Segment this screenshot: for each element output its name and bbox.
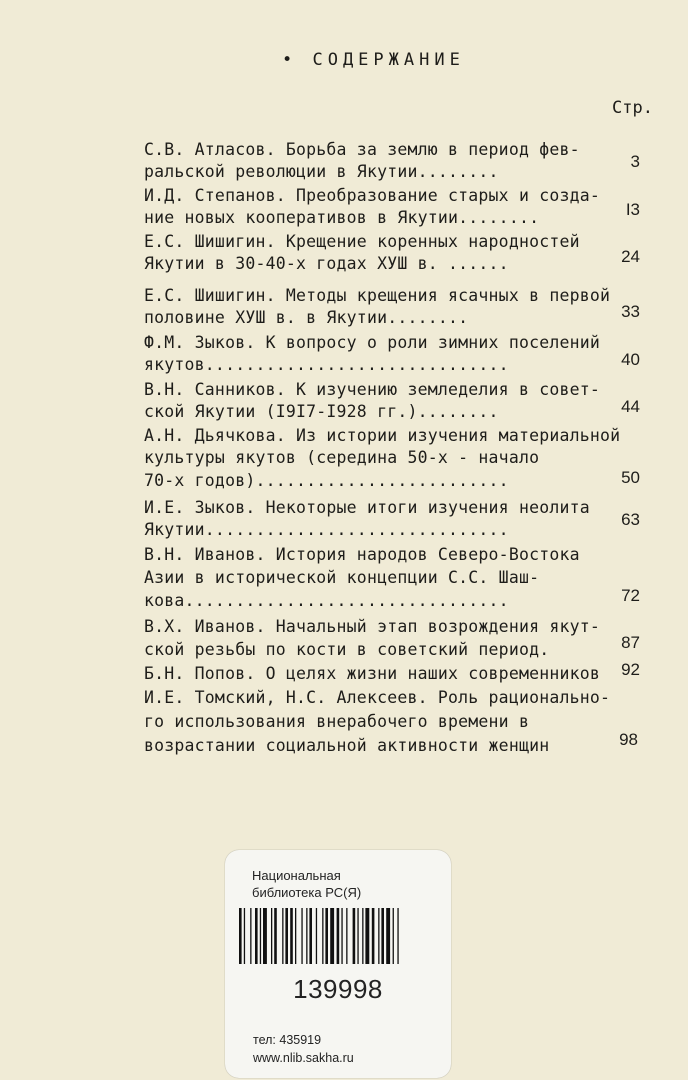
barcode-bar (285, 908, 288, 964)
toc-entry-line: И.Д. Степанов. Преобразование старых и созда- (144, 186, 601, 205)
barcode-bar (362, 908, 363, 964)
page-column-label: Стр. (612, 98, 653, 118)
toc-entry-page-number: 72 (621, 586, 640, 605)
toc-entry-page-number: 44 (621, 397, 640, 416)
barcode-bar (301, 908, 302, 964)
library-website: www.nlib.sakha.ru (253, 1051, 354, 1065)
barcode-bar (290, 908, 293, 964)
barcode-bar (282, 908, 283, 964)
toc-entry-line: Е.С. Шишигин. Крещение коренных народностей (144, 232, 580, 251)
toc-entry-line: Якутии в 30-40-х годах ХУШ в. ...... (144, 254, 509, 273)
toc-entry-line: Азии в исторической концепции С.С. Шаш- (144, 568, 540, 587)
toc-entry-line: якутов.............................. (144, 355, 509, 374)
toc-entry-line: кова................................ (144, 591, 509, 610)
toc-entry-line: возрастании социальной активности женщин (144, 736, 550, 755)
barcode-bar (381, 908, 384, 964)
barcode-bar (378, 908, 379, 964)
barcode-bar (271, 908, 272, 964)
toc-entry-line: го использования внерабочего времени в (144, 712, 530, 731)
barcode-bar (372, 908, 375, 964)
barcode-bar (306, 908, 307, 964)
barcode-bar (397, 908, 398, 964)
barcode-bar (309, 908, 312, 964)
toc-entry-page-number: 3 (630, 152, 640, 171)
barcode-image (237, 908, 441, 964)
barcode-bar (250, 908, 251, 964)
toc-entry-page-number: 87 (621, 633, 640, 652)
toc-entry-line: Якутии.............................. (144, 520, 509, 539)
toc-entry-page-number: 92 (621, 660, 640, 679)
toc-entry-page-number: I3 (625, 200, 640, 219)
barcode-bar (341, 908, 342, 964)
barcode-bar (330, 908, 334, 964)
toc-entry-page-number: 40 (621, 350, 640, 369)
toc-entry-line: И.Е. Томский, Н.С. Алексеев. Роль рационально- (144, 688, 611, 707)
barcode-bar (393, 908, 394, 964)
barcode-bar (325, 908, 328, 964)
toc-entry-line: ской резьбы по кости в советский период. (144, 640, 550, 659)
toc-entry-line: Б.Н. Попов. О целях жизни наших современников (144, 664, 601, 683)
barcode-bar (244, 908, 245, 964)
library-name-line-1: Национальная (252, 868, 341, 883)
toc-entry-line: культуры якутов (середина 50-х - начало (144, 448, 540, 467)
toc-entry-line: И.Е. Зыков. Некоторые итоги изучения неолита (144, 498, 590, 517)
toc-entry-line: А.Н. Дьячкова. Из истории изучения материальной (144, 426, 621, 445)
barcode-bar (260, 908, 261, 964)
barcode-bar (322, 908, 323, 964)
barcode-bar (295, 908, 296, 964)
library-sticker (225, 850, 451, 1078)
toc-entry-page-number: 50 (621, 468, 640, 487)
barcode-bar (365, 908, 369, 964)
library-name-line-2: библиотека РС(Я) (252, 885, 362, 900)
toc-entry-page-number: 33 (621, 302, 640, 321)
toc-entry-line: Е.С. Шишигин. Методы крещения ясачных в первой (144, 286, 611, 305)
toc-entry-line: ской Якутии (I9I7-I928 гг.)........ (144, 402, 499, 421)
barcode-bar (337, 908, 340, 964)
toc-entry-page-number: 24 (621, 247, 640, 266)
barcode-bar (357, 908, 358, 964)
toc-entry-line: половине ХУШ в. в Якутии........ (144, 308, 469, 327)
toc-entry-line: В.Х. Иванов. Начальный этап возрождения якут- (144, 617, 601, 636)
library-phone: тел: 435919 (253, 1033, 322, 1047)
barcode-bar (263, 908, 267, 964)
toc-entry-line: 70-х годов)......................... (144, 471, 509, 490)
toc-entry-line: В.Н. Санников. К изучению земледелия в совет- (144, 380, 601, 399)
toc-entry-line: В.Н. Иванов. История народов Северо-Востока (144, 545, 580, 564)
toc-entry-line: Ф.М. Зыков. К вопросу о роли зимних поселений (144, 333, 601, 352)
toc-entry-line: ральской революции в Якутии........ (144, 162, 499, 181)
barcode-bar (239, 908, 242, 964)
barcode-bar (353, 908, 356, 964)
barcode-bar (316, 908, 317, 964)
toc-entry-page-number: 63 (621, 510, 640, 529)
toc-entry-line: С.В. Атласов. Борьба за землю в период фев- (144, 140, 580, 159)
toc-entry-line: ние новых кооперативов в Якутии........ (144, 208, 540, 227)
barcode-bar (346, 908, 347, 964)
barcode-bar (255, 908, 258, 964)
page-title: • СОДЕРЖАНИЕ (282, 50, 465, 70)
inventory-number: 139998 (293, 974, 383, 1004)
barcode-bar (274, 908, 277, 964)
barcode-bar (386, 908, 390, 964)
library-name (252, 867, 361, 901)
toc-entry-page-number: 98 (619, 730, 638, 749)
